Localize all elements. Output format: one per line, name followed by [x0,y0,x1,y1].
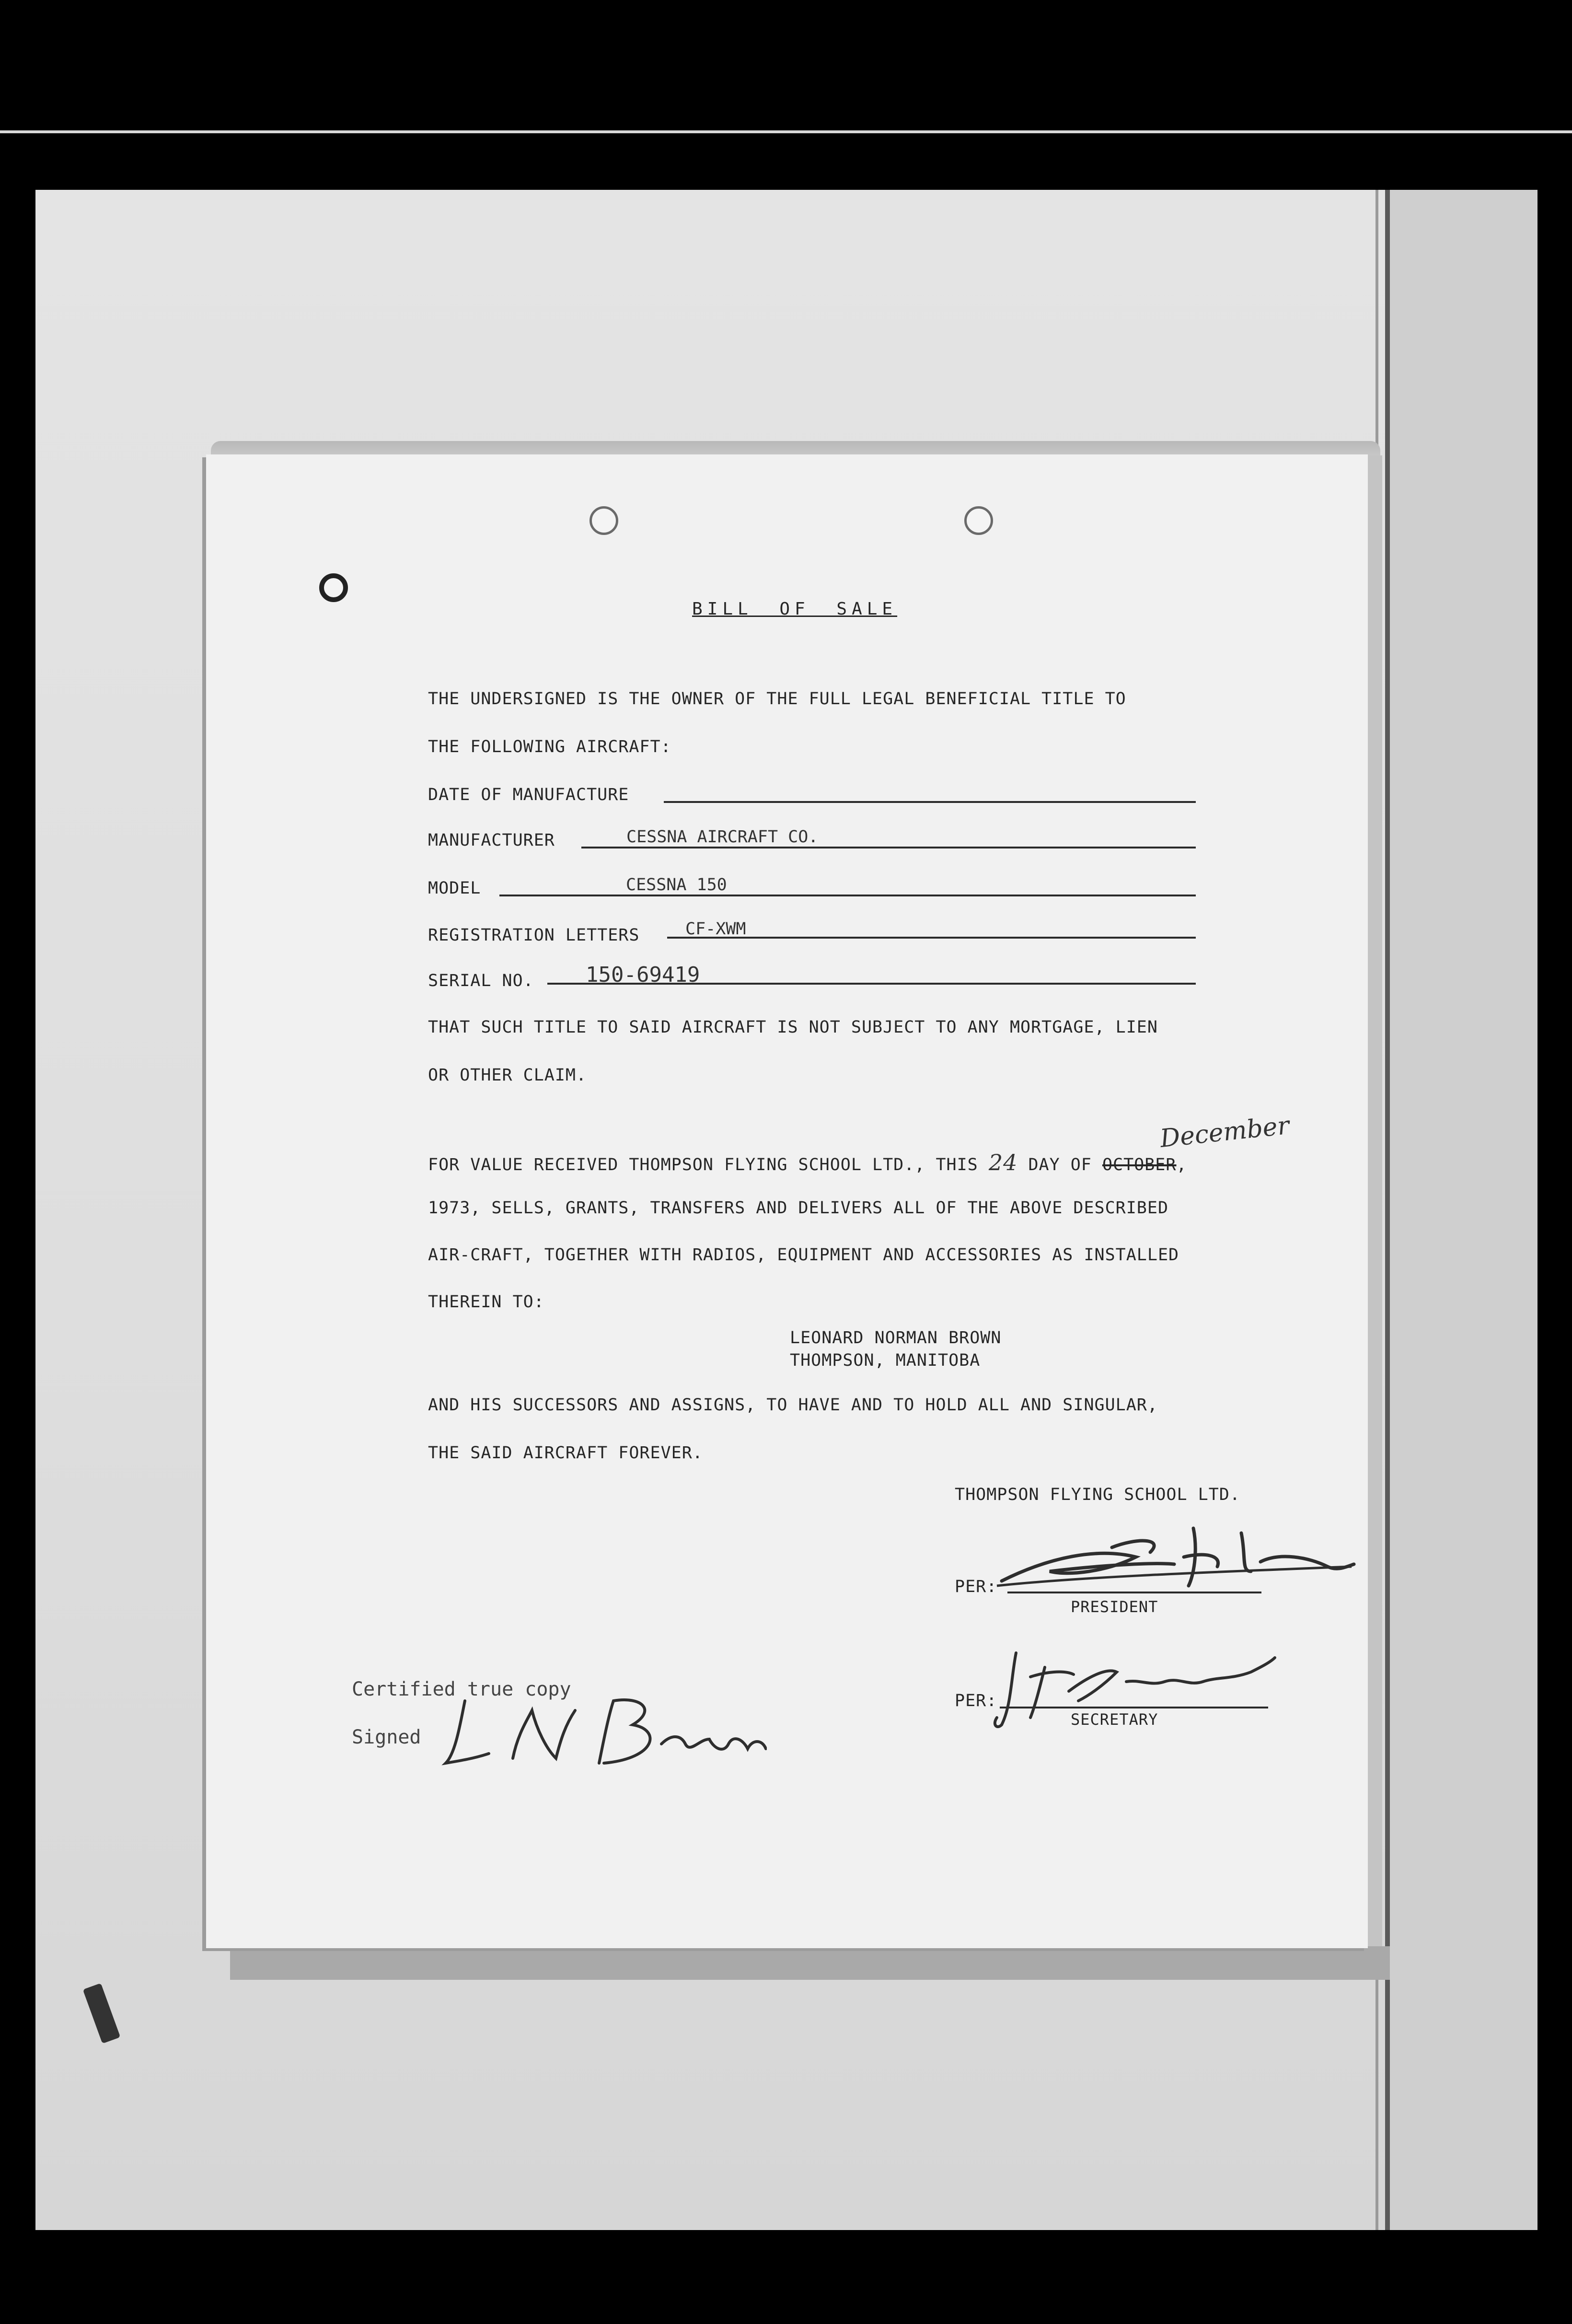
registration-letters-value: CF-XWM [685,919,746,939]
value-text: FOR VALUE RECEIVED THOMPSON FLYING SCHOOL LTD., THIS 24 DAY OF OCTOBER, [428,1150,1187,1175]
serial-number-label: SERIAL NO. [428,971,534,990]
serial-number-value: 150-69419 [586,963,700,987]
struck-month: OCTOBER [1102,1155,1177,1174]
signed-label: Signed [352,1726,421,1748]
date-of-manufacture-line [664,801,1196,803]
president-signature [992,1519,1356,1600]
manufacturer-value: CESSNA AIRCRAFT CO. [626,827,819,847]
punch-hole [590,506,618,535]
film-border-line [0,130,1572,133]
brown-signature [431,1682,767,1778]
registration-letters-label: REGISTRATION LETTERS [428,926,640,945]
backing-right-panel [1390,190,1537,2230]
page-title: BILL OF SALE [692,599,898,619]
punch-hole [319,573,348,602]
handwritten-month: December [1158,1111,1291,1153]
handwritten-day: 24 [988,1150,1018,1175]
claim-text: THAT SUCH TITLE TO SAID AIRCRAFT IS NOT SUBJECT TO ANY MORTGAGE, LIEN [428,1018,1158,1037]
sheet-shadow-bottom [230,1946,1390,1980]
company-name: THOMPSON FLYING SCHOOL LTD. [955,1485,1240,1504]
buyer-name: LEONARD NORMAN BROWN [790,1328,1002,1348]
successors-text: AND HIS SUCCESSORS AND ASSIGNS, TO HAVE AND TO HOLD ALL AND SINGULAR, [428,1395,1158,1415]
secretary-label: SECRETARY [1071,1710,1158,1729]
value-text: THEREIN TO: [428,1292,544,1312]
intro-text: THE UNDERSIGNED IS THE OWNER OF THE FULL LEGAL BENEFICIAL TITLE TO [428,689,1126,709]
model-value: CESSNA 150 [626,875,727,895]
buyer-city: THOMPSON, MANITOBA [790,1351,981,1370]
certified-copy-label: Certified true copy [352,1678,571,1700]
value-text: AIR-CRAFT, TOGETHER WITH RADIOS, EQUIPMENT AND ACCESSORIES AS INSTALLED [428,1245,1179,1265]
manufacturer-line [581,847,1196,848]
registration-letters-line [667,937,1196,939]
claim-text: OR OTHER CLAIM. [428,1066,587,1085]
bill-of-sale-sheet [206,454,1368,1948]
secretary-signature [982,1634,1280,1734]
sheet-shadow-right [1368,455,1382,1946]
date-of-manufacture-label: DATE OF MANUFACTURE [428,785,629,804]
per-label: PER: [955,1577,997,1596]
president-label: PRESIDENT [1071,1598,1158,1616]
manufacturer-label: MANUFACTURER [428,831,555,850]
successors-text: THE SAID AIRCRAFT FOREVER. [428,1443,703,1463]
punch-hole [964,506,993,535]
value-text: 1973, SELLS, GRANTS, TRANSFERS AND DELIVERS ALL OF THE ABOVE DESCRIBED [428,1198,1169,1218]
model-line [499,895,1196,896]
intro-text: THE FOLLOWING AIRCRAFT: [428,737,671,756]
backing-fold-edge [1385,190,1390,2230]
model-label: MODEL [428,879,481,898]
per-label: PER: [955,1691,997,1710]
